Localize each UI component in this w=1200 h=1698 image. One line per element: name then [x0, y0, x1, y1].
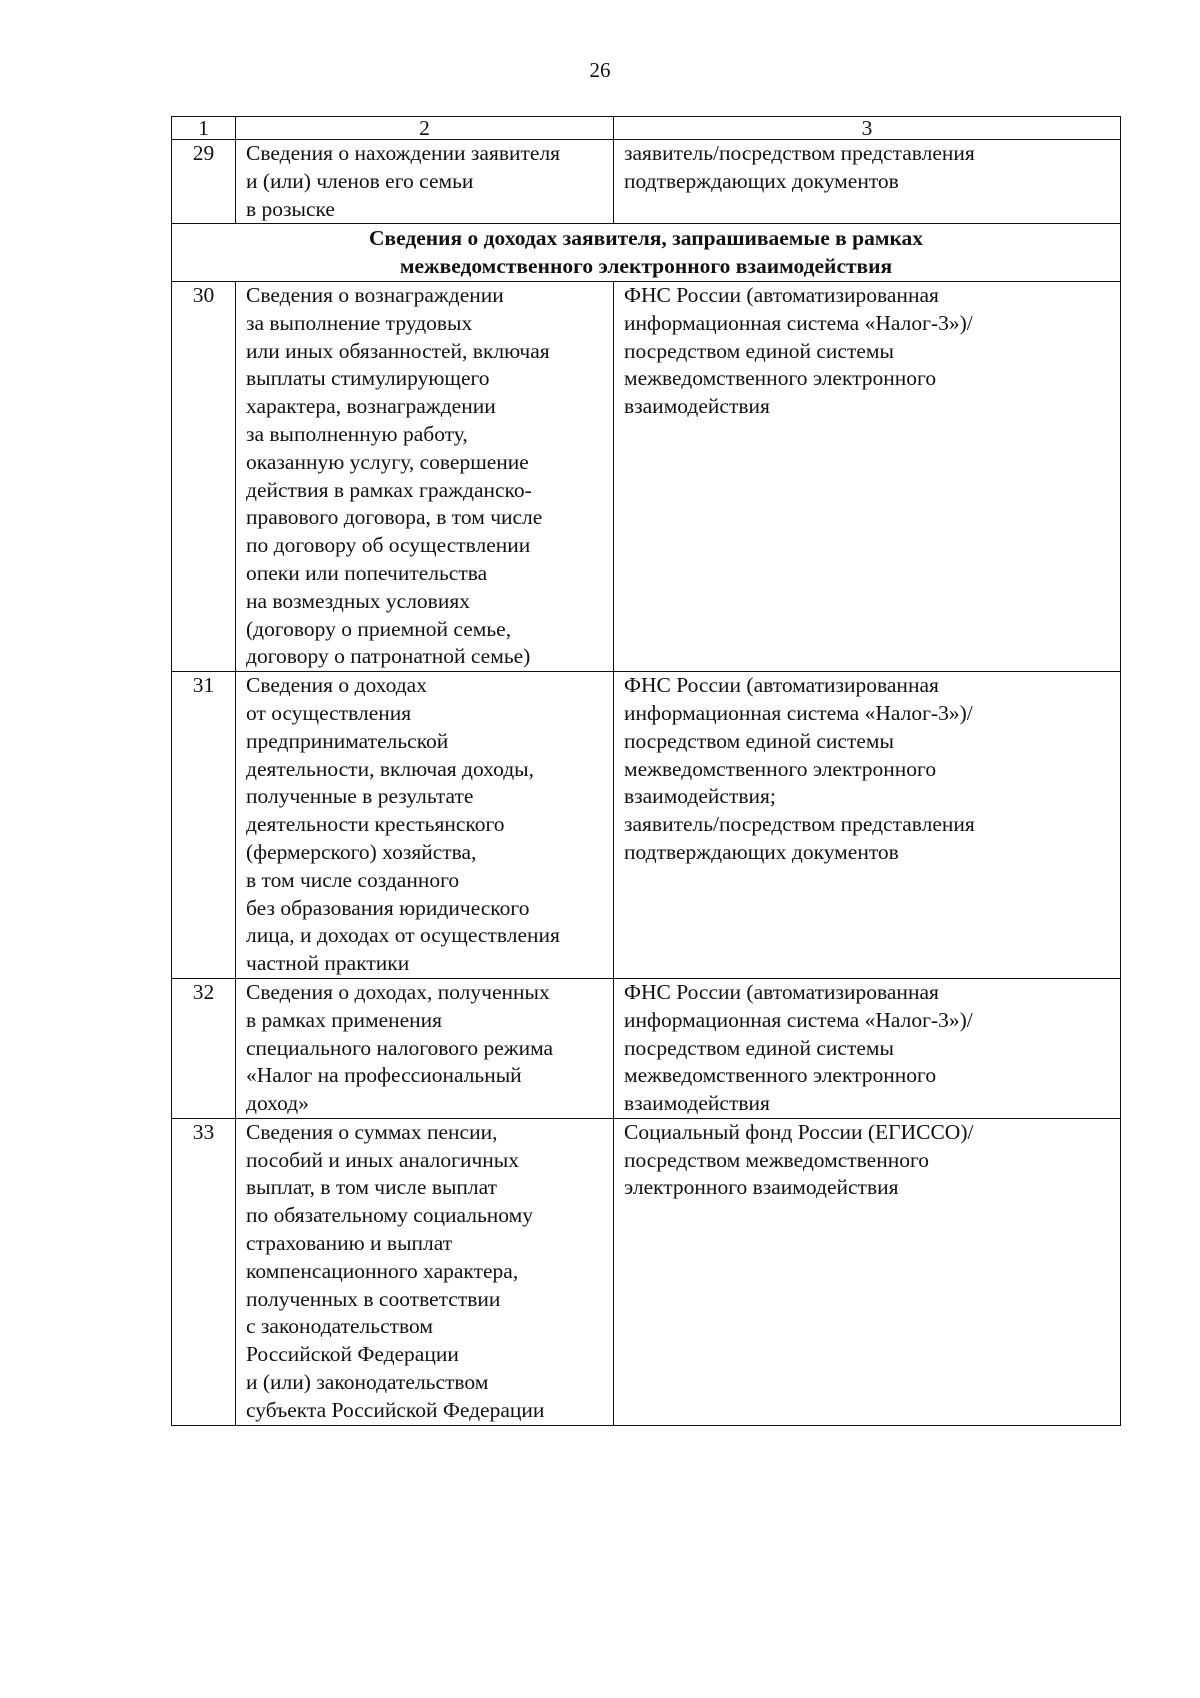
description-line: в рамках применения	[246, 1007, 443, 1032]
description-line: деятельности, включая доходы,	[246, 756, 534, 781]
description-line: от осуществления	[246, 700, 412, 725]
description-line: Сведения о доходах	[246, 673, 427, 698]
row-number: 30	[172, 281, 236, 671]
description-line: Сведения о вознаграждении	[246, 282, 504, 307]
description-line: опеки или попечительства	[246, 560, 488, 585]
description-line: Российской Федерации	[246, 1342, 459, 1367]
description-line: пособий и иных аналогичных	[246, 1147, 519, 1172]
document-table	[171, 116, 1121, 1426]
description-line: субъекта Российской Федерации	[246, 1397, 545, 1422]
information-source-cell	[614, 1118, 1121, 1425]
description-line: доход»	[246, 1091, 309, 1116]
description-line: выплаты стимулирующего	[246, 366, 490, 391]
description-line: деятельности крестьянского	[246, 812, 505, 837]
source-line: посредством единой системы	[624, 728, 894, 753]
information-description-cell	[236, 978, 614, 1118]
description-line: оказанную услугу, совершение	[246, 449, 529, 474]
description-line: за выполнение трудовых	[246, 310, 473, 335]
source-line: межведомственного электронного	[624, 756, 937, 781]
description-line: Сведения о суммах пенсии,	[246, 1119, 498, 1144]
description-line: полученные в результате	[246, 784, 474, 809]
source-line: взаимодействия	[624, 394, 770, 419]
description-line: (фермерского) хозяйства,	[246, 839, 477, 864]
source-line: посредством единой системы	[624, 338, 894, 363]
source-line: посредством единой системы	[624, 1035, 894, 1060]
information-source-cell	[614, 281, 1121, 671]
source-line: посредством межведомственного	[624, 1147, 930, 1172]
row-number: 29	[172, 140, 236, 224]
description-line: договору о патронатной семье)	[246, 644, 531, 669]
description-line: по договору об осуществлении	[246, 533, 531, 558]
row-number: 31	[172, 672, 236, 979]
information-source-cell	[614, 140, 1121, 224]
description-line: по обязательному социальному	[246, 1203, 533, 1228]
description-line: и (или) законодательством	[246, 1370, 489, 1395]
source-line: информационная система «Налог-3»)/	[624, 1007, 973, 1032]
column-number-3: 3	[614, 117, 1121, 140]
column-number-1: 1	[172, 117, 236, 140]
source-line: подтверждающих документов	[624, 839, 899, 864]
description-line: характера, вознаграждении	[246, 394, 496, 419]
description-line: за выполненную работу,	[246, 421, 468, 446]
description-line: или иных обязанностей, включая	[246, 338, 550, 363]
section-heading-row	[172, 224, 1121, 282]
information-description-cell	[236, 1118, 614, 1425]
description-line: частной практики	[246, 951, 410, 976]
row-number: 32	[172, 978, 236, 1118]
column-number-2: 2	[236, 117, 614, 140]
description-line: выплат, в том числе выплат	[246, 1175, 498, 1200]
description-line: с законодательством	[246, 1314, 433, 1339]
section-heading	[172, 224, 1121, 282]
description-line: на возмездных условиях	[246, 588, 470, 613]
description-line: предпринимательской	[246, 728, 449, 753]
table-row	[172, 281, 1121, 671]
description-line: в розыске	[246, 196, 335, 221]
description-line: «Налог на профессиональный	[246, 1063, 522, 1088]
source-line: взаимодействия;	[624, 784, 776, 809]
source-line: межведомственного электронного	[624, 1063, 937, 1088]
description-line: специального налогового режима	[246, 1035, 554, 1060]
source-line: Социальный фонд России (ЕГИССО)/	[624, 1119, 974, 1144]
description-line: Сведения о нахождении заявителя	[246, 141, 561, 165]
source-line: ФНС России (автоматизированная	[624, 673, 939, 698]
description-line: правового договора, в том числе	[246, 505, 543, 530]
row-number: 33	[172, 1118, 236, 1425]
page-number: 26	[589, 58, 611, 82]
section-heading-line: межведомственного электронного взаимодействия	[399, 254, 893, 279]
description-line: (договору о приемной семье,	[246, 616, 512, 641]
source-line: подтверждающих документов	[624, 168, 899, 193]
source-line: ФНС России (автоматизированная	[624, 282, 939, 307]
information-source-cell	[614, 978, 1121, 1118]
source-line: заявитель/посредством представления	[624, 812, 975, 837]
table-row	[172, 140, 1121, 224]
description-line: лица, и доходах от осуществления	[246, 923, 560, 948]
description-line: страхованию и выплат	[246, 1231, 453, 1256]
source-line: взаимодействия	[624, 1091, 770, 1116]
information-description-cell	[236, 281, 614, 671]
description-line: полученных в соответствии	[246, 1286, 501, 1311]
information-description-cell	[236, 672, 614, 979]
table-row	[172, 672, 1121, 979]
source-line: информационная система «Налог-3»)/	[624, 700, 973, 725]
description-line: в том числе созданного	[246, 867, 460, 892]
source-line: электронного взаимодействия	[624, 1175, 899, 1200]
section-heading-line: Сведения о доходах заявителя, запрашиваемые в рамках	[368, 226, 924, 251]
description-line: без образования юридического	[246, 895, 530, 920]
source-line: ФНС России (автоматизированная	[624, 979, 939, 1004]
table-header-row	[172, 117, 1121, 140]
information-source-cell	[614, 672, 1121, 979]
description-line: компенсационного характера,	[246, 1258, 519, 1283]
description-line: действия в рамках гражданско-	[246, 477, 532, 502]
source-line: заявитель/посредством представления	[624, 141, 975, 165]
source-line: межведомственного электронного	[624, 366, 937, 391]
description-line: Сведения о доходах, полученных	[246, 979, 550, 1004]
source-line: информационная система «Налог-3»)/	[624, 310, 973, 335]
description-line: и (или) членов его семьи	[246, 168, 474, 193]
table-row	[172, 978, 1121, 1118]
table-row	[172, 1118, 1121, 1425]
information-description-cell	[236, 140, 614, 224]
